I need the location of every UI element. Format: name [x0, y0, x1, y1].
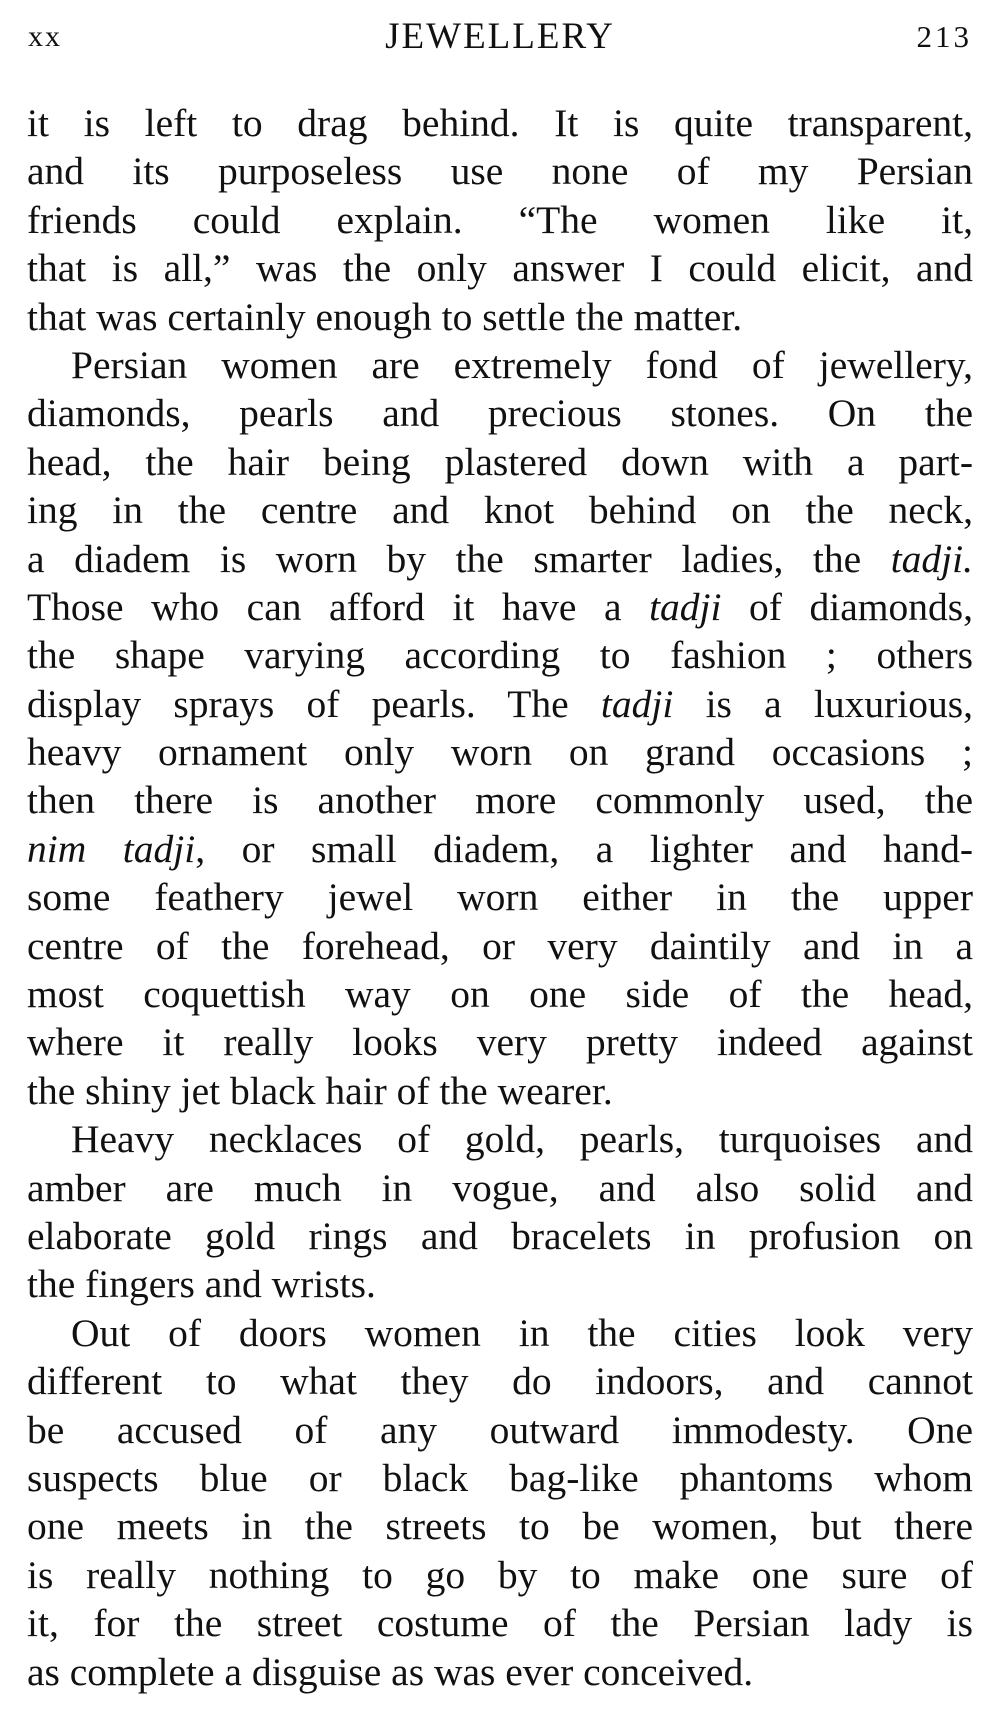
text-segment: is a luxurious, [673, 681, 973, 726]
paragraph [27, 99, 973, 341]
text-line [27, 1599, 973, 1647]
text-segment: that is all,” was the only answer I could elicit, and [27, 246, 973, 291]
text-line [27, 1357, 973, 1405]
text-segment: it is left to drag behind. It is quite transparent, [27, 101, 973, 145]
text-segment: a diadem is worn by the smarter ladies, the [27, 536, 891, 581]
text-line [27, 486, 973, 534]
text-segment: as complete a disguise as was ever conceived. [27, 1649, 754, 1694]
text-line [27, 99, 973, 147]
text-line [27, 1502, 973, 1550]
text-segment: where it really looks very pretty indeed against [27, 1020, 973, 1065]
section-number: xx [28, 20, 62, 53]
text-segment: and its purposeless use none of my Persian [27, 149, 973, 194]
text-line [27, 341, 973, 389]
text-segment: Those who can afford it have a [27, 584, 650, 629]
text-line [27, 873, 973, 921]
text-line [27, 825, 973, 873]
text-line [27, 1164, 973, 1212]
paragraph [27, 1309, 973, 1696]
text-segment: suspects blue or black bag-like phantoms whom [27, 1455, 973, 1500]
text-segment: Out of doors women in the cities look very [71, 1310, 973, 1355]
text-segment: elaborate gold rings and bracelets in profusion on [27, 1213, 973, 1258]
italic-term: tadji [600, 681, 674, 726]
body-text [27, 99, 973, 1696]
italic-term: nim tadji [27, 826, 196, 871]
text-line [27, 293, 973, 341]
text-line [27, 438, 973, 486]
text-segment: is really nothing to go by to make one sure of [27, 1552, 973, 1597]
text-line [27, 922, 973, 970]
text-line [27, 1551, 973, 1599]
text-line [27, 535, 973, 583]
text-segment: most coquettish way on one side of the head, [27, 972, 973, 1017]
text-segment: centre of the forehead, or very daintily and in a [27, 923, 973, 968]
text-segment: it, for the street costume of the Persian lady is [27, 1601, 973, 1646]
text-line [27, 1018, 973, 1066]
text-line [27, 728, 973, 776]
text-segment: Persian women are extremely fond of jewellery, [71, 342, 973, 387]
text-line [27, 1067, 973, 1115]
text-line [27, 1212, 973, 1260]
chapter-title: JEWELLERY [385, 16, 615, 57]
text-line [27, 1406, 973, 1454]
text-segment: the fingers and wrists. [27, 1262, 376, 1307]
text-line [27, 776, 973, 824]
page-number: 213 [916, 19, 972, 54]
text-segment: Heavy necklaces of gold, pearls, turquoises and [71, 1117, 973, 1162]
paragraph [27, 1115, 973, 1309]
text-segment: different to what they do indoors, and cannot [27, 1359, 973, 1404]
text-line [27, 147, 973, 195]
text-segment: heavy ornament only worn on grand occasions ; [27, 730, 973, 775]
text-segment: that was certainly enough to settle the matter. [27, 294, 743, 339]
text-segment: friends could explain. “The women like it, [27, 197, 973, 242]
text-line [27, 1309, 973, 1357]
text-line [27, 389, 973, 437]
text-segment: diamonds, pearls and precious stones. On the [27, 391, 973, 436]
text-line [27, 244, 973, 292]
text-line [27, 970, 973, 1018]
italic-term: tadji. [890, 536, 973, 581]
italic-term: tadji [649, 584, 722, 629]
text-segment: amber are much in vogue, and also solid and [27, 1165, 973, 1210]
text-segment: the shape varying according to fashion ; others [27, 633, 973, 678]
text-line [27, 631, 973, 679]
text-segment: then there is another more commonly used, the [27, 778, 973, 823]
text-line [27, 680, 973, 728]
text-segment: be accused of any outward immodesty. One [27, 1407, 973, 1452]
text-segment: , or small diadem, a lighter and hand- [195, 826, 973, 871]
running-head [28, 14, 972, 60]
text-segment: head, the hair being plastered down with a part- [27, 439, 973, 484]
paragraph [27, 341, 973, 1115]
text-segment: some feathery jewel worn either in the upper [27, 875, 973, 920]
text-line [27, 196, 973, 244]
text-line [27, 1115, 973, 1163]
text-segment: of diamonds, [721, 584, 973, 629]
text-segment: display sprays of pearls. The [27, 681, 601, 726]
text-line [27, 1454, 973, 1502]
text-line [27, 583, 973, 631]
text-segment: the shiny jet black hair of the wearer. [27, 1068, 613, 1113]
text-segment: one meets in the streets to be women, but there [27, 1504, 973, 1549]
text-line [27, 1648, 973, 1696]
text-segment: ing in the centre and knot behind on the neck, [27, 488, 973, 533]
text-line [27, 1260, 973, 1308]
